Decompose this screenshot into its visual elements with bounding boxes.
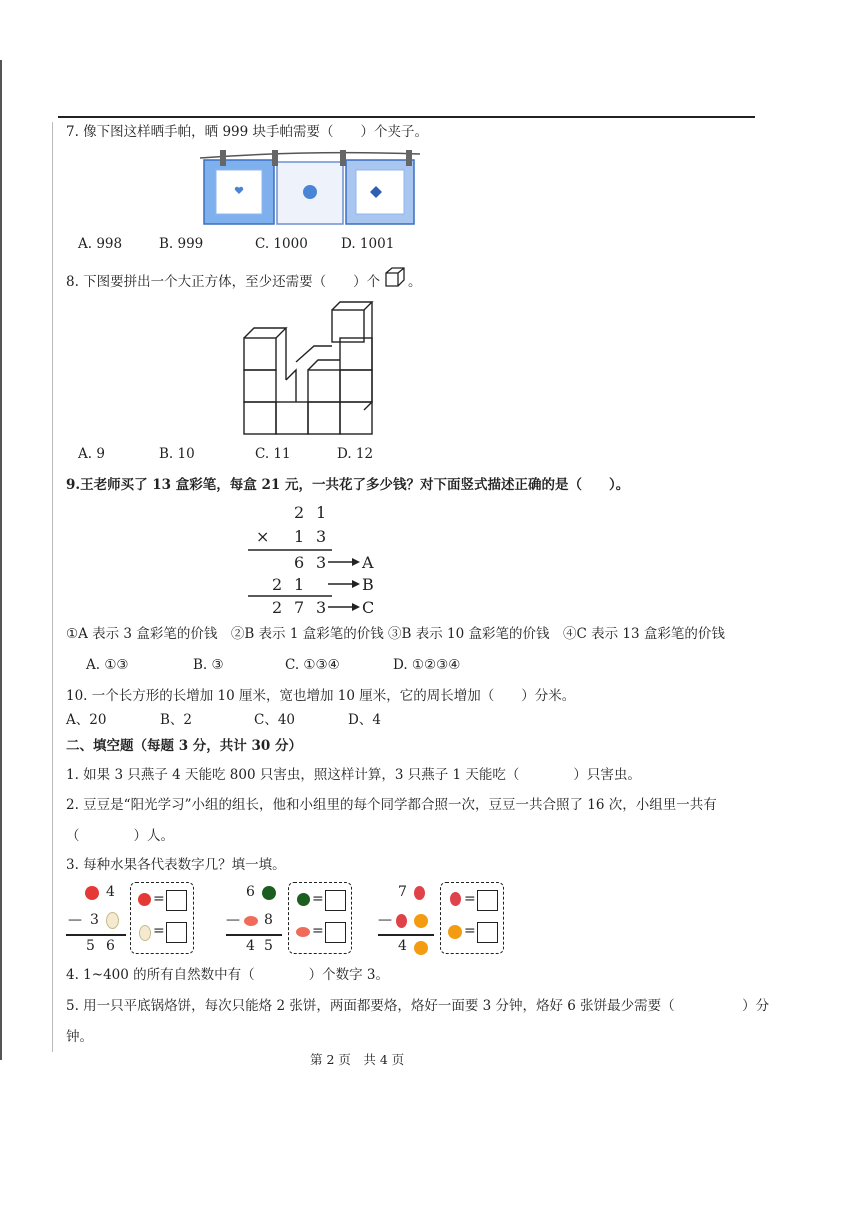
answer-square[interactable]: [325, 922, 346, 943]
q10-option-c: C、40: [254, 712, 296, 728]
puzzle2-op: —: [226, 912, 240, 928]
q10-option-a: A、20: [66, 712, 107, 728]
calc-r5-d3: 3: [316, 598, 327, 617]
q9-stem: 9.王老师买了 13 盒彩笔，每盒 21 元，一共花了多少钱？对下面竖式描述正确的是（ ）。: [66, 477, 630, 493]
q9-option-c: C. ①③④: [285, 657, 340, 673]
q7-option-d: D. 1001: [341, 236, 395, 252]
handkerchief-illustration: [198, 146, 422, 230]
calc-r1-d2: 1: [316, 503, 327, 522]
q8-option-b: B. 10: [159, 446, 195, 462]
calc-r2-d1: 1: [294, 527, 305, 546]
fill-q3: 3. 每种水果各代表数字几？填一填。: [66, 857, 286, 873]
q7-option-c: C. 1000: [255, 236, 308, 252]
puzzle3-eq-2: =: [464, 923, 476, 939]
puzzle2-bottom-1: 4: [246, 938, 255, 954]
orange-icon: [414, 914, 428, 928]
q7-option-a: A. 998: [78, 236, 123, 252]
q8-stem-end: 。: [408, 274, 422, 290]
q7-stem: 7. 像下图这样晒手帕，晒 999 块手帕需要（ ）个夹子。: [66, 124, 429, 140]
fill-q2-line2: （ ）人。: [66, 828, 174, 844]
answer-square[interactable]: [166, 890, 187, 911]
puzzle3-op: —: [378, 912, 392, 928]
page-footer: 第 2 页 共 4 页: [310, 1052, 405, 1067]
answer-square[interactable]: [166, 922, 187, 943]
q9-option-b: B. ③: [193, 657, 224, 673]
q8-option-d: D. 12: [337, 446, 374, 462]
calc-r4-d2: 1: [294, 575, 305, 594]
calc-label-c: C: [362, 598, 375, 617]
pear-icon: [139, 925, 151, 941]
watermelon-icon: [297, 893, 310, 906]
strawberry-icon: [414, 886, 425, 900]
q8-option-c: C. 11: [255, 446, 291, 462]
calc-r2-d2: 3: [316, 527, 327, 546]
peach-icon: [296, 927, 310, 937]
calc-r1-d1: 2: [294, 503, 305, 522]
fill-q2-line1: 2. 豆豆是“阳光学习”小组的组长，他和小组里的每个同学都合照一次，豆豆一共合照了 16 次，小组里一共有: [66, 797, 717, 813]
fill-q5-line1: 5. 用一只平底锅烙饼，每次只能烙 2 张饼，两面都要烙，烙好一面要 3 分钟，烙好 6 张饼最少需要（ ）分: [66, 998, 770, 1014]
q10-option-d: D、4: [348, 712, 381, 728]
q10-option-b: B、2: [160, 712, 193, 728]
q10-stem: 10. 一个长方形的长增加 10 厘米，宽也增加 10 厘米，它的周长增加（ ）分米。: [66, 688, 576, 704]
q9-option-a: A. ①③: [86, 657, 129, 673]
puzzle1-rule: [66, 934, 126, 936]
apple-icon: [138, 893, 151, 906]
puzzle2-top: 6: [246, 884, 255, 900]
q9-option-d: D. ①②③④: [393, 657, 461, 673]
apple-icon: [85, 886, 99, 900]
top-rule: [58, 116, 755, 118]
puzzle2-eq-2: =: [312, 923, 324, 939]
puzzle1-eq-2: =: [153, 923, 165, 939]
calc-r3-d2: 3: [316, 553, 327, 572]
strawberry-icon: [396, 914, 407, 928]
puzzle1-bottom-1: 5: [86, 938, 95, 954]
q8-option-a: A. 9: [78, 446, 105, 462]
puzzle1-eq-1: =: [153, 891, 165, 907]
section2-title: 二、填空题（每题 3 分，共计 30 分）: [66, 738, 302, 754]
calc-label-a: A: [362, 553, 374, 572]
answer-square[interactable]: [477, 890, 498, 911]
calc-r4-d1: 2: [272, 575, 283, 594]
puzzle3-top: 7: [398, 884, 407, 900]
puzzle3-rule: [378, 934, 434, 936]
orange-icon: [448, 925, 462, 939]
puzzle1-bottom-2: 6: [106, 938, 115, 954]
puzzle2-bottom-2: 5: [264, 938, 273, 954]
puzzle2-eq-1: =: [312, 891, 324, 907]
puzzle3-bottom-1: 4: [398, 938, 407, 954]
puzzle3-eq-1: =: [464, 891, 476, 907]
calc-r5-d2: 7: [294, 598, 305, 617]
puzzle1-op: —: [68, 912, 82, 928]
answer-square[interactable]: [477, 922, 498, 943]
peach-icon: [244, 916, 258, 926]
cube-stack-illustration: [240, 300, 380, 438]
page-edge: [0, 60, 2, 1060]
puzzle2-rule: [226, 934, 282, 936]
fill-q1: 1. 如果 3 只燕子 4 天能吃 800 只害虫，照这样计算，3 只燕子 1 天能吃（ ）只害虫。: [66, 767, 641, 783]
fill-q4: 4. 1~400 的所有自然数中有（ ）个数字 3。: [66, 967, 390, 983]
q7-option-b: B. 999: [159, 236, 204, 252]
calc-op: ×: [256, 527, 270, 546]
strawberry-icon: [450, 892, 461, 906]
small-cube-icon: [384, 266, 406, 288]
calc-r5-d1: 2: [272, 598, 283, 617]
q8-stem: 8. 下图要拼出一个大正方体，至少还需要（ ）个: [66, 274, 381, 290]
q9-statements: ①A 表示 3 盒彩笔的价钱 ②B 表示 1 盒彩笔的价钱 ③B 表示 10 盒彩笔的价钱 ④C 表示 13 盒彩笔的价钱: [66, 626, 725, 642]
answer-square[interactable]: [325, 890, 346, 911]
margin-line: [52, 122, 53, 1052]
watermelon-icon: [262, 886, 276, 900]
orange-icon: [414, 941, 428, 955]
vertical-multiplication: [240, 500, 380, 620]
pear-icon: [106, 912, 119, 929]
puzzle1-mid: 3: [90, 912, 99, 928]
calc-r3-d1: 6: [294, 553, 305, 572]
puzzle2-mid: 8: [264, 912, 273, 928]
fill-q5-line2: 钟。: [66, 1029, 93, 1045]
calc-label-b: B: [362, 575, 374, 594]
puzzle1-top: 4: [106, 884, 115, 900]
